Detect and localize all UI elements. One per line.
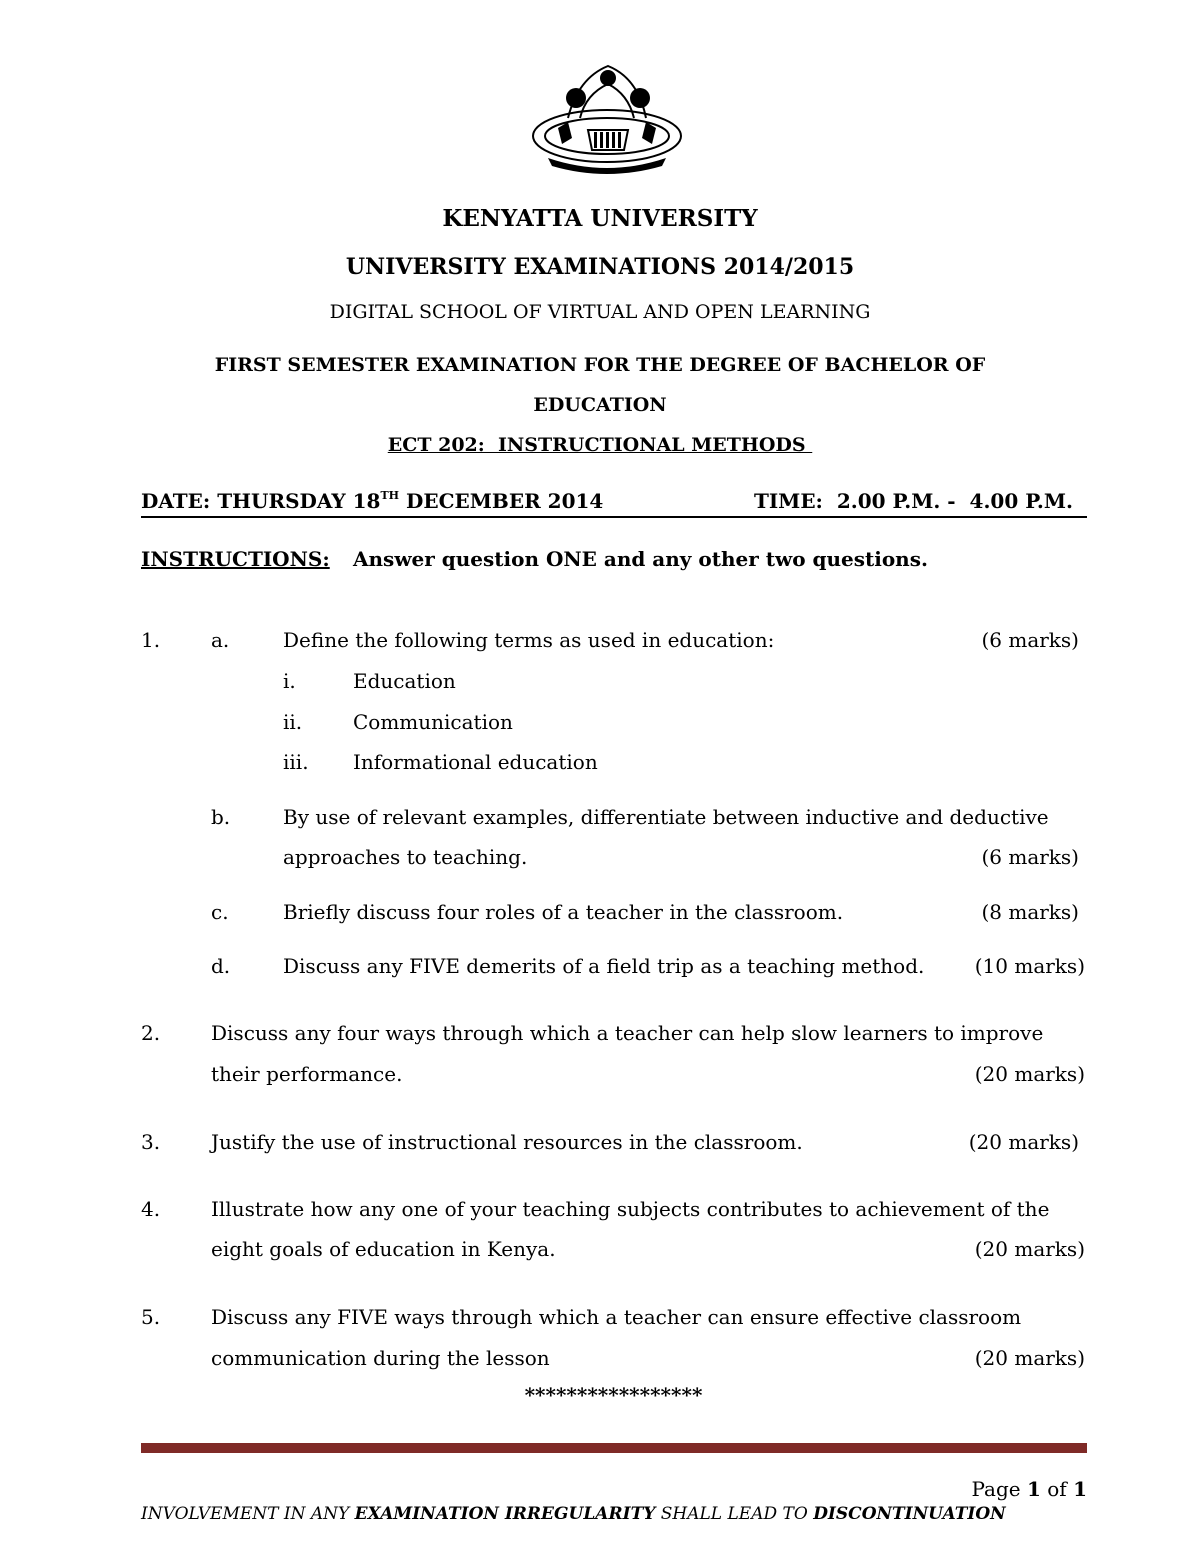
- university-name: KENYATTA UNIVERSITY: [442, 205, 758, 232]
- q3-marks: (20 marks): [968, 1130, 1079, 1154]
- footer-emphasis: DISCONTINUATION: [813, 1504, 1006, 1524]
- q1a-text: Define the following terms as used in education:: [283, 628, 775, 652]
- q1d-marks: (10 marks): [974, 954, 1085, 978]
- q2-line-1: Discuss any four ways through which a teacher can help slow learners to improve: [211, 1021, 1044, 1045]
- q4-line-2: eight goals of education in Kenya.: [211, 1237, 556, 1261]
- instructions-text: Answer question ONE and any other two questions.: [353, 547, 928, 571]
- q1-number: 1.: [141, 628, 161, 652]
- q1b-line-2: approaches to teaching.: [283, 845, 528, 869]
- course-title: ECT 202: INSTRUCTIONAL METHODS: [387, 434, 813, 456]
- q1a-item-text: Informational education: [353, 750, 598, 774]
- page-number: [972, 1477, 1088, 1501]
- q1a-item-number: ii.: [283, 710, 303, 734]
- instructions-label: INSTRUCTIONS:: [141, 547, 330, 571]
- q4-line-1: Illustrate how any one of your teaching subjects contributes to achievement of the: [211, 1197, 1050, 1221]
- q1c-letter: c.: [211, 900, 229, 924]
- q4-marks: (20 marks): [974, 1237, 1085, 1261]
- q4-number: 4.: [141, 1197, 161, 1221]
- q1a-marks: (6 marks): [981, 628, 1079, 652]
- school-name: DIGITAL SCHOOL OF VIRTUAL AND OPEN LEARNING: [329, 301, 871, 323]
- date-superscript: TH: [380, 489, 400, 502]
- q5-line-2: communication during the lesson: [211, 1346, 550, 1370]
- q1a-item-number: i.: [283, 669, 296, 693]
- q3-number: 3.: [141, 1130, 161, 1154]
- exam-title: UNIVERSITY EXAMINATIONS 2014/2015: [345, 254, 855, 280]
- date-suffix: DECEMBER 2014: [399, 489, 604, 513]
- q1b-line-1: By use of relevant examples, differentiate between inductive and deductive: [283, 805, 1049, 829]
- footer-part: INVOLVEMENT IN ANY: [141, 1504, 355, 1524]
- footer-warning: [141, 1504, 1006, 1524]
- page-current: 1: [1026, 1477, 1041, 1501]
- page-prefix: Page: [971, 1477, 1027, 1501]
- q1a-letter: a.: [211, 628, 230, 652]
- footer-emphasis: EXAMINATION IRREGULARITY: [354, 1504, 656, 1524]
- q1d-letter: d.: [211, 954, 231, 978]
- page-total: 1: [1073, 1477, 1087, 1501]
- end-marker: *****************: [524, 1383, 703, 1407]
- university-crest-icon: [528, 58, 686, 178]
- degree-line-1: FIRST SEMESTER EXAMINATION FOR THE DEGREE OF BACHELOR OF: [214, 354, 986, 376]
- q1b-marks: (6 marks): [981, 845, 1079, 869]
- q1b-letter: b.: [211, 805, 231, 829]
- q5-marks: (20 marks): [974, 1346, 1085, 1370]
- q1a-item-text: Communication: [353, 710, 513, 734]
- q1a-item-number: iii.: [283, 750, 309, 774]
- degree-line-2: EDUCATION: [533, 394, 667, 416]
- exam-date: [141, 489, 603, 513]
- page-of: of: [1040, 1477, 1074, 1501]
- q2-marks: (20 marks): [974, 1062, 1085, 1086]
- q2-number: 2.: [141, 1021, 161, 1045]
- q1d-text: Discuss any FIVE demerits of a field trip as a teaching method.: [283, 954, 925, 978]
- q3-line-1: Justify the use of instructional resources in the classroom.: [211, 1130, 803, 1154]
- footer-rule: [141, 1443, 1087, 1453]
- exam-time: TIME: 2.00 P.M. - 4.00 P.M.: [753, 489, 1073, 513]
- date-prefix: DATE: THURSDAY 18: [141, 489, 381, 513]
- q1a-item-text: Education: [353, 669, 456, 693]
- q5-line-1: Discuss any FIVE ways through which a teacher can ensure effective classroom: [211, 1305, 1022, 1329]
- q2-line-2: their performance.: [211, 1062, 403, 1086]
- q1c-text: Briefly discuss four roles of a teacher in the classroom.: [283, 900, 844, 924]
- q1c-marks: (8 marks): [981, 900, 1079, 924]
- instructions: [141, 547, 928, 571]
- q5-number: 5.: [141, 1305, 161, 1329]
- footer-part: SHALL LEAD TO: [655, 1504, 814, 1524]
- date-time-line: [141, 486, 1087, 518]
